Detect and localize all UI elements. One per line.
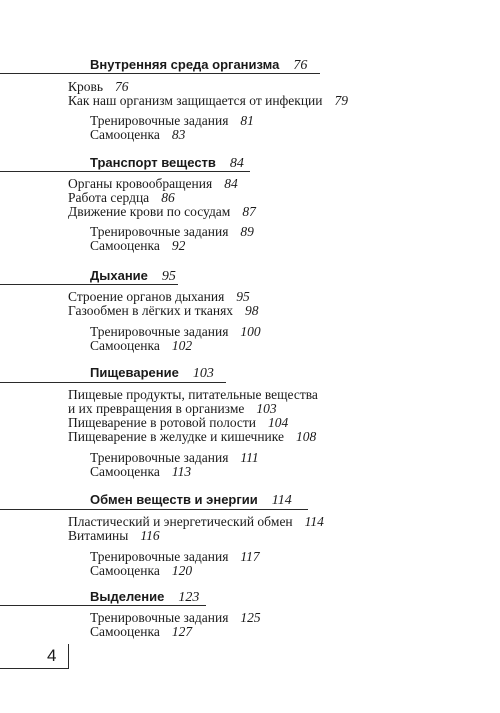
- toc-entry[interactable]: [68, 402, 277, 415]
- section-title[interactable]: [90, 492, 292, 509]
- section-title[interactable]: [90, 589, 199, 606]
- section-rule: [0, 509, 308, 510]
- toc-subentry-title: Самооценка: [90, 624, 160, 639]
- toc-subentry[interactable]: [90, 225, 254, 238]
- section-title-text: Обмен веществ и энергии: [90, 492, 258, 507]
- toc-subentry-page: 100: [240, 324, 261, 339]
- section-rule: [0, 73, 320, 74]
- toc-entry-title: Как наш организм защищается от инфекции: [68, 93, 323, 108]
- toc-entry-page: 95: [236, 289, 250, 304]
- toc-entry[interactable]: [68, 80, 129, 93]
- toc-subentry[interactable]: [90, 625, 192, 638]
- toc-entry-page: 114: [304, 514, 324, 529]
- section-page-number: 103: [192, 366, 214, 381]
- toc-subentry-page: 102: [171, 338, 193, 353]
- toc-subentry-title: Самооценка: [90, 338, 160, 353]
- toc-subentry[interactable]: [90, 114, 254, 127]
- toc-subentry-title: Самооценка: [90, 238, 160, 253]
- toc-entry-page: 86: [161, 190, 175, 205]
- toc-entry[interactable]: [68, 290, 250, 303]
- toc-subentry-page: 127: [171, 624, 193, 639]
- toc-entry-page: 76: [115, 79, 129, 94]
- section-title-text: Внутренняя среда организма: [90, 57, 280, 72]
- toc-entry-title: Витамины: [68, 528, 129, 543]
- toc-entry-title: и их превращения в организме: [68, 401, 245, 416]
- toc-entry-title: Движение крови по сосудам: [68, 204, 231, 219]
- toc-entry[interactable]: [68, 94, 348, 107]
- section-title-text: Транспорт веществ: [90, 155, 216, 170]
- toc-subentry-title: Тренировочные задания: [90, 324, 229, 339]
- toc-subentry-title: Самооценка: [90, 563, 160, 578]
- toc-subentry[interactable]: [90, 550, 260, 563]
- toc-subentry-page: 117: [240, 549, 260, 564]
- toc-subentry-page: 83: [171, 127, 186, 142]
- toc-entry-title: Строение органов дыхания: [68, 289, 225, 304]
- toc-entry-page: 103: [256, 401, 277, 416]
- toc-subentry[interactable]: [90, 128, 185, 141]
- toc-entry-page: 108: [295, 429, 317, 444]
- toc-subentry-title: Тренировочные задания: [90, 113, 229, 128]
- section-title[interactable]: [90, 155, 244, 172]
- section-page-number: 123: [178, 590, 200, 605]
- section-rule: [0, 382, 226, 383]
- toc-entry-title: Пищевые продукты, питательные вещества: [68, 387, 318, 402]
- toc-entry-title: Пищеварение в ротовой полости: [68, 415, 257, 430]
- toc-entry-title: Газообмен в лёгких и тканях: [68, 303, 234, 318]
- toc-subentry-page: 92: [171, 238, 186, 253]
- toc-entry-title: Органы кровообращения: [68, 176, 213, 191]
- toc-subentry-page: 125: [240, 610, 261, 625]
- section-page-number: 84: [229, 156, 244, 171]
- toc-subentry-title: Тренировочные задания: [90, 549, 229, 564]
- toc-subentry-title: Тренировочные задания: [90, 450, 229, 465]
- toc-subentry[interactable]: [90, 564, 192, 577]
- toc-subentry-page: 120: [171, 563, 193, 578]
- toc-subentry-page: 89: [240, 224, 254, 239]
- toc-entry[interactable]: [68, 416, 288, 429]
- toc-entry[interactable]: [68, 304, 259, 317]
- toc-subentry-title: Тренировочные задания: [90, 224, 229, 239]
- toc-entry-page: 116: [140, 528, 160, 543]
- toc-entry-title: Пищеварение в желудке и кишечнике: [68, 429, 284, 444]
- toc-subentry[interactable]: [90, 465, 191, 478]
- section-title-text: Выделение: [90, 589, 165, 604]
- toc-entry[interactable]: [68, 529, 160, 542]
- toc-subentry-page: 111: [240, 450, 259, 465]
- section-title[interactable]: [90, 57, 307, 74]
- section-page-number: 76: [293, 58, 308, 73]
- section-title-text: Дыхание: [90, 268, 148, 283]
- toc-entry-title: Пластический и энергетический обмен: [68, 514, 293, 529]
- toc-subentry-title: Самооценка: [90, 464, 160, 479]
- toc-subentry[interactable]: [90, 611, 261, 624]
- toc-subentry[interactable]: [90, 451, 259, 464]
- toc-entry-title: Кровь: [68, 79, 104, 94]
- section-page-number: 95: [161, 269, 176, 284]
- toc-entry[interactable]: [68, 177, 238, 190]
- section-title[interactable]: [90, 268, 176, 285]
- toc-entry[interactable]: [68, 388, 318, 401]
- toc-entry-page: 104: [268, 415, 289, 430]
- toc-subentry-title: Тренировочные задания: [90, 610, 229, 625]
- toc-entry[interactable]: [68, 515, 324, 528]
- toc-subentry[interactable]: [90, 325, 261, 338]
- toc-entry-page: 87: [242, 204, 256, 219]
- section-title-text: Пищеварение: [90, 365, 179, 380]
- section-rule: [0, 171, 250, 172]
- section-rule: [0, 284, 178, 285]
- page-number: 4: [47, 646, 57, 665]
- toc-entry-page: 79: [334, 93, 349, 108]
- toc-entry[interactable]: [68, 430, 316, 443]
- page-number-frame: [0, 644, 69, 669]
- toc-entry-page: 84: [224, 176, 238, 191]
- toc-subentry[interactable]: [90, 339, 192, 352]
- section-page-number: 114: [271, 493, 292, 508]
- toc-entry-page: 98: [245, 303, 259, 318]
- toc-subentry-page: 113: [171, 464, 192, 479]
- toc-subentry-title: Самооценка: [90, 127, 160, 142]
- toc-entry-title: Работа сердца: [68, 190, 150, 205]
- toc-entry[interactable]: [68, 191, 175, 204]
- section-rule: [0, 605, 206, 606]
- toc-entry[interactable]: [68, 205, 256, 218]
- toc-subentry-page: 81: [240, 113, 254, 128]
- toc-subentry[interactable]: [90, 239, 185, 252]
- section-title[interactable]: [90, 365, 214, 382]
